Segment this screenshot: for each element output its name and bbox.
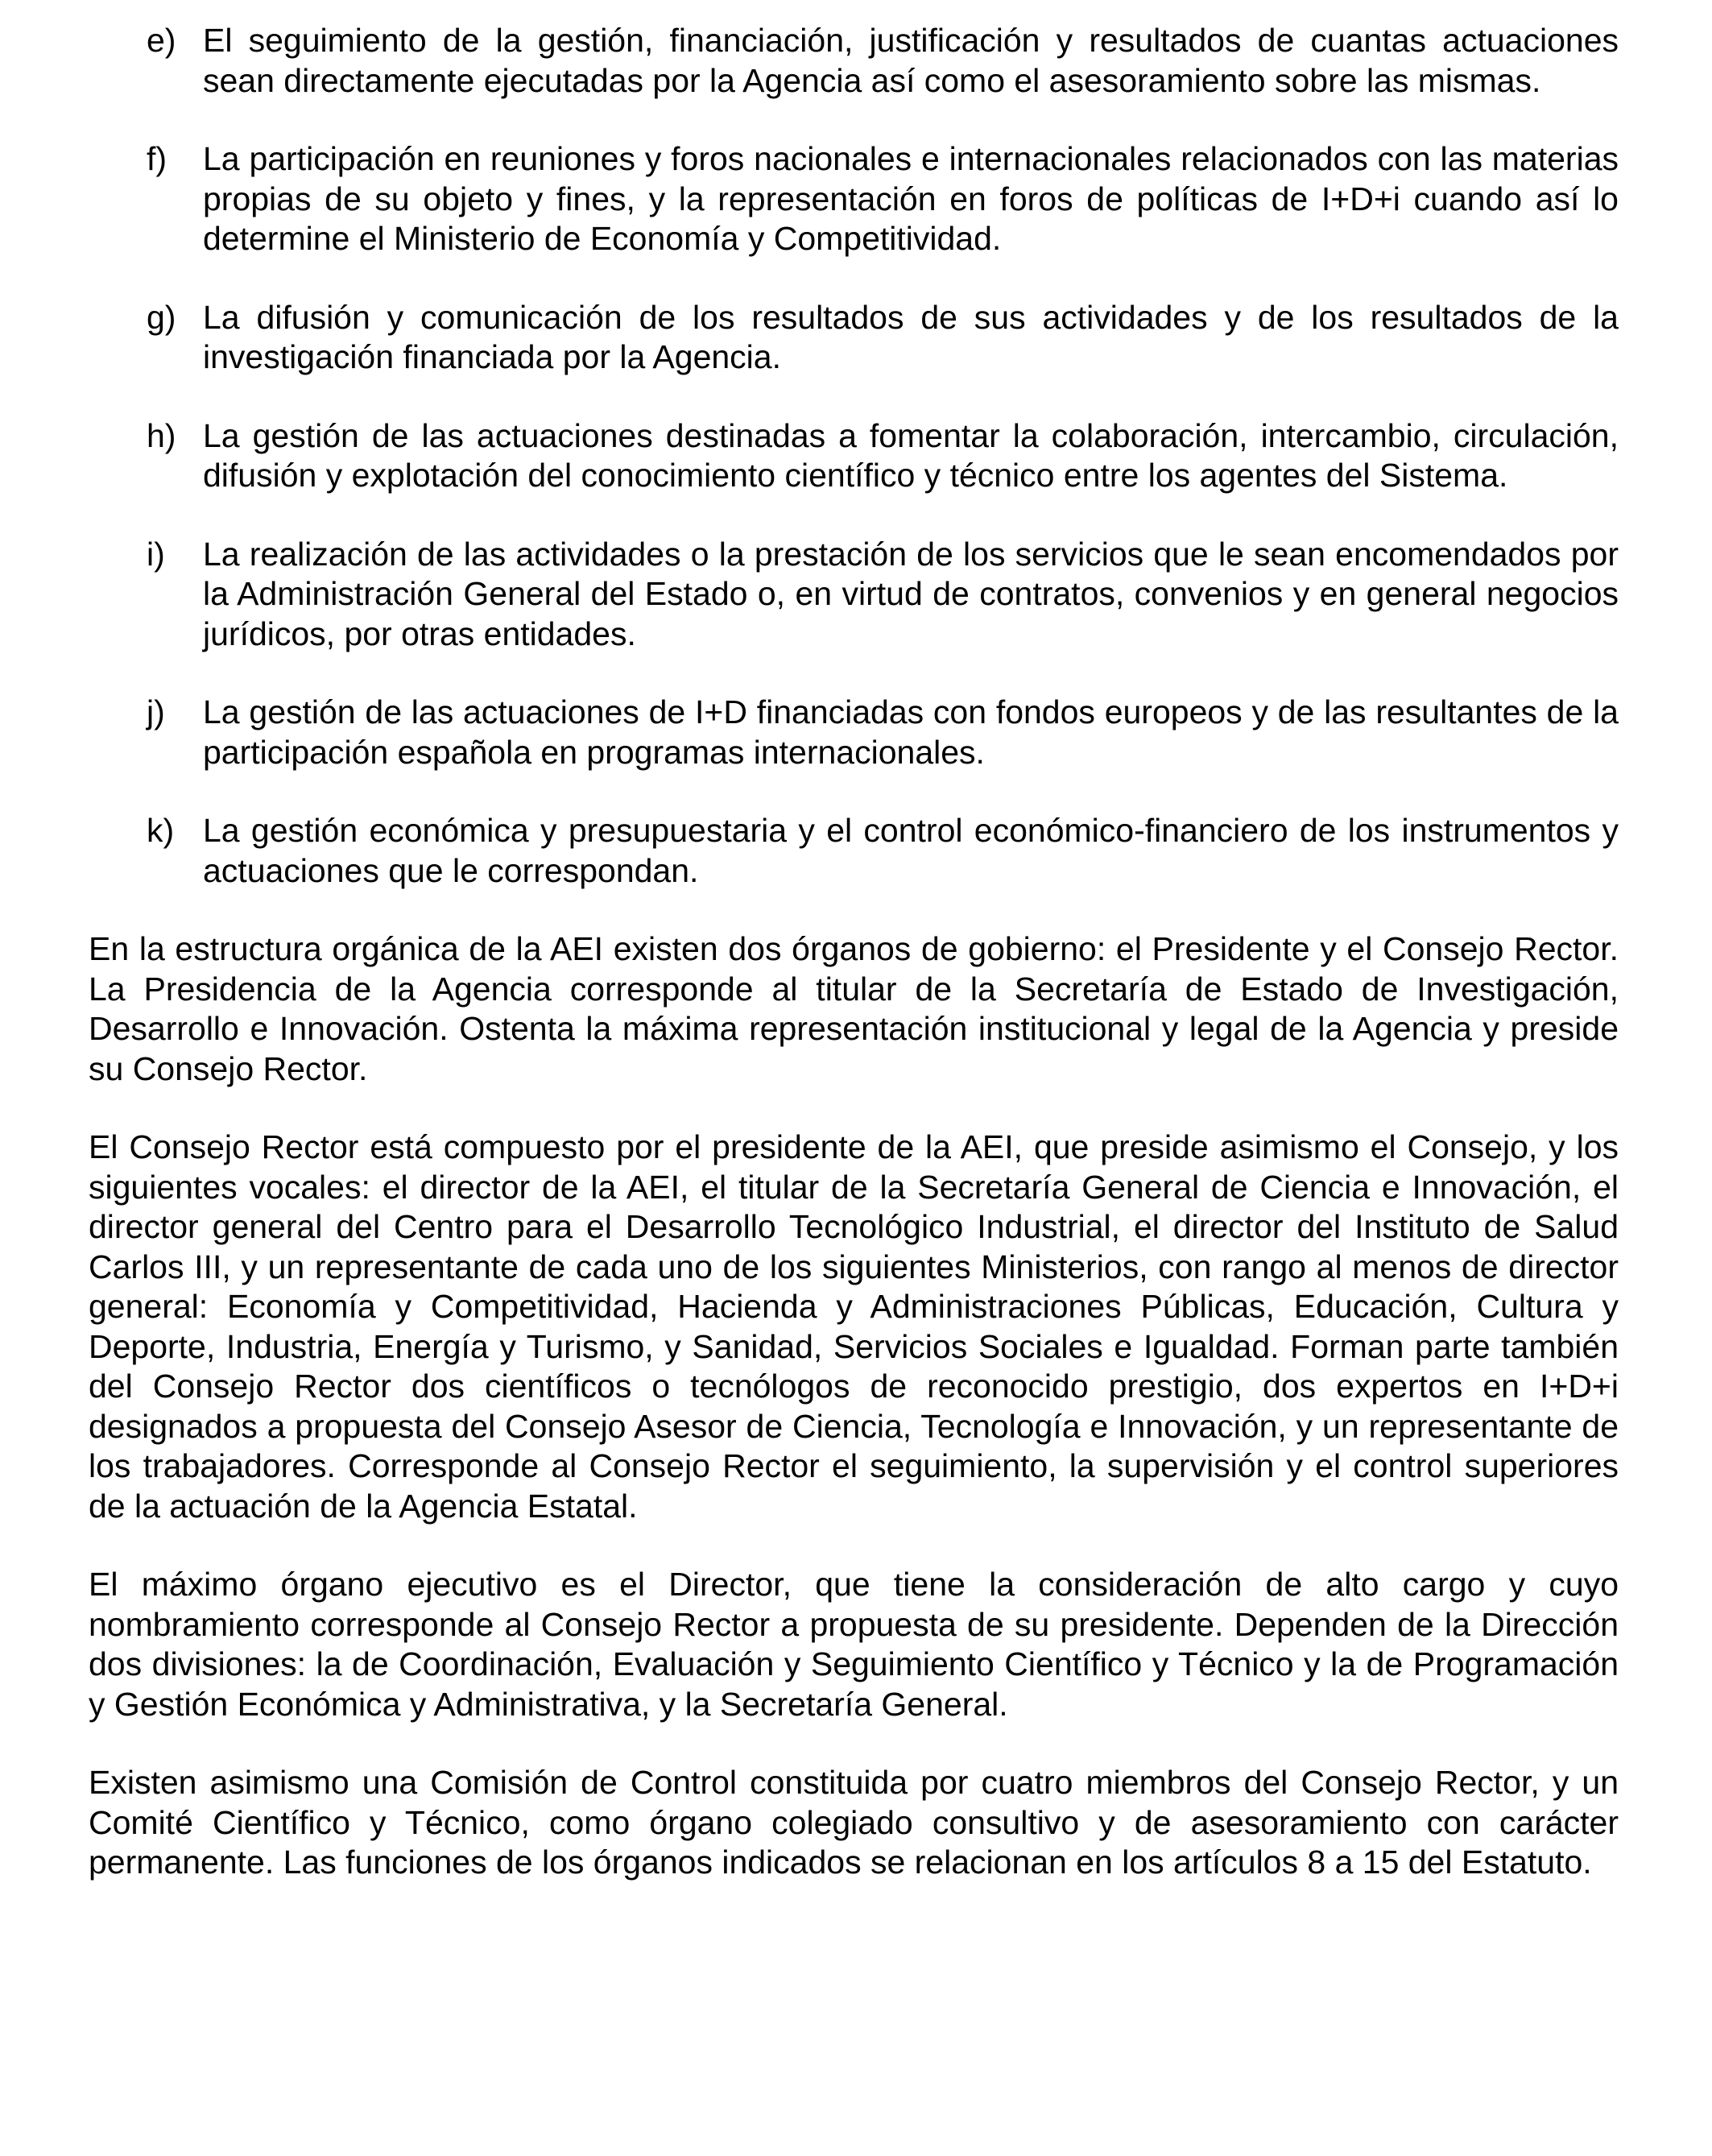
list-item-text: La realización de las actividades o la prestación de los servicios que le sean encomendados por la Administración General del Estado o, en virtud de contratos, convenios y en general negocios jurídicos, por otras entidades. <box>203 535 1619 652</box>
list-item-text: La gestión de las actuaciones destinadas a fomentar la colaboración, intercambio, circulación, difusión y explotación del conocimiento científico y técnico entre los agentes del Sistema. <box>203 416 1619 494</box>
list-item-g <box>89 298 1619 378</box>
list-item-e <box>89 21 1619 101</box>
paragraph-consejo-rector: El Consejo Rector está compuesto por el presidente de la AEI, que preside asimismo el Consejo, y los siguientes vocales: el director de la AEI, el titular de la Secretaría General de Ciencia e Innovación, el director general del Centro para el Desarrollo Tecnológico Industrial, el director del Instituto de Salud Carlos III, y un representante de cada uno de los siguientes Ministerios, con rango al menos de director general: Economía y Competitividad, Hacienda y Administraciones Públicas, Educación, Cultura y Deporte, Industria, Energía y Turismo, y Sanidad, Servicios Sociales e Igualdad. Forman parte también del Consejo Rector dos científicos o tecnólogos de reconocido prestigio, dos expertos en I+D+i designados a propuesta del Consejo Asesor de Ciencia, Tecnología e Innovación, y un representante de los trabajadores. Corresponde al Consejo Rector el seguimiento, la supervisión y el control superiores de la actuación de la Agencia Estatal. <box>89 1128 1619 1525</box>
list-item-text: La gestión de las actuaciones de I+D financiadas con fondos europeos y de las resultantes de la participación española en programas internacionales. <box>203 693 1619 771</box>
list-item-i <box>89 535 1619 655</box>
list-item-f <box>89 139 1619 259</box>
document-body <box>89 21 1619 1922</box>
list-marker: i) <box>147 535 165 573</box>
list-marker: g) <box>147 298 176 336</box>
paragraph-comision-control: Existen asimismo una Comisión de Control constituida por cuatro miembros del Consejo Rector, y un Comité Científico y Técnico, como órgano colegiado consultivo y de asesoramiento con carácter permanente. Las funciones de los órganos indicados se relacionan en los artículos 8 a 15 del Estatuto. <box>89 1764 1619 1881</box>
list-item-text: La difusión y comunicación de los resultados de sus actividades y de los resultados de la investigación financiada por la Agencia. <box>203 298 1619 375</box>
list-marker: k) <box>147 812 175 849</box>
list-marker: e) <box>147 22 176 59</box>
list-item-h <box>89 416 1619 496</box>
list-item-text: La gestión económica y presupuestaria y el control económico-financiero de los instrumentos y actuaciones que le correspondan. <box>203 812 1619 889</box>
list-marker: h) <box>147 416 176 454</box>
list-marker: j) <box>147 693 165 730</box>
list-marker: f) <box>147 140 167 177</box>
list-item-j <box>89 693 1619 772</box>
paragraph-governance-structure: En la estructura orgánica de la AEI existen dos órganos de gobierno: el Presidente y el Consejo Rector. La Presidencia de la Agencia corresponde al titular de la Secretaría de Estado de Investigación, Desarrollo e Innovación. Ostenta la máxima representación institucional y legal de la Agencia y preside su Consejo Rector. <box>89 930 1619 1087</box>
functions-list <box>89 21 1619 891</box>
list-item-k <box>89 811 1619 891</box>
paragraph-director: El máximo órgano ejecutivo es el Director, que tiene la consideración de alto cargo y cuyo nombramiento corresponde al Consejo Rector a propuesta de su presidente. Dependen de la Dirección dos divisiones: la de Coordinación, Evaluación y Seguimiento Científico y Técnico y la de Programación y Gestión Económica y Administrativa, y la Secretaría General. <box>89 1566 1619 1723</box>
list-item-text: La participación en reuniones y foros nacionales e internacionales relacionados con las materias propias de su objeto y fines, y la representación en foros de políticas de I+D+i cuando así lo determine el Ministerio de Economía y Competitividad. <box>203 140 1619 257</box>
list-item-text: El seguimiento de la gestión, financiación, justificación y resultados de cuantas actuaciones sean directamente ejecutadas por la Agencia así como el asesoramiento sobre las mismas. <box>203 22 1619 99</box>
